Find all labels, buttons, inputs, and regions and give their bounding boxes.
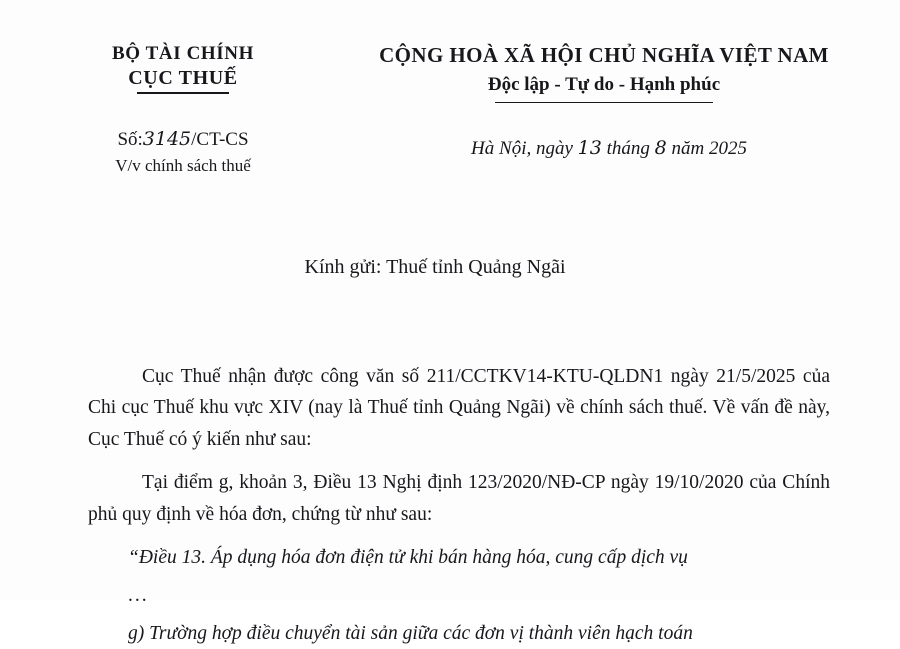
place-date-block [348,127,900,178]
place-date-prefix: Hà Nội, ngày [471,137,573,159]
document-number-block [0,127,348,178]
document-meta [0,127,900,178]
body-paragraph: Tại điểm g, khoản 3, Điều 13 Nghị định 123/2020/NĐ-CP ngày 19/10/2020 của Chính phủ quy định về hóa đơn, chứng từ như sau: [88,472,830,525]
body-paragraph: Cục Thuế nhận được công văn số 211/CCTKV14-KTU-QLDN1 ngày 21/5/2025 của Chi cục Thuế khu vực XIV (nay là Thuế tỉnh Quảng Ngãi) về chính sách thuế. Về vấn đề này, Cục Thuế có ý kiến như sau: [88,365,830,450]
date-month-label: tháng [606,137,650,159]
national-motto: Độc lập - Tự do - Hạnh phúc [480,73,728,101]
document-number [18,127,348,153]
department-name: CỤC THUẾ [122,66,243,93]
place-and-date [348,137,870,160]
quoted-article-title: “Điều 13. Áp dụng hóa đơn điện tử khi bán hàng hóa, cung cấp dịch vụ [128,547,688,569]
document-number-prefix: Số: [117,128,143,150]
country-name: CỘNG HOÀ XÃ HỘI CHỦ NGHĨA VIỆT NAM [379,43,829,67]
quote-ellipsis: ... [128,585,149,607]
document-number-value: 3145 [142,127,192,150]
header-national-block [348,42,900,101]
document-number-suffix: /CT-CS [191,128,249,150]
ministry-name: BỘ TÀI CHÍNH [112,43,254,64]
recipient-line: Kính gửi: Thuế tỉnh Quảng Ngãi [304,255,566,278]
quoted-clause: g) Trường hợp điều chuyển tài sản giữa các đơn vị thành viên hạch toán [128,622,693,644]
date-month: 8 [654,136,667,159]
date-year-label: năm [671,137,705,159]
document-header [0,0,900,101]
header-issuer-block [0,42,348,93]
document-body [0,361,900,649]
document-subject: V/v chính sách thuế [115,155,251,175]
date-day: 13 [577,136,602,159]
date-year: 2025 [708,137,747,159]
